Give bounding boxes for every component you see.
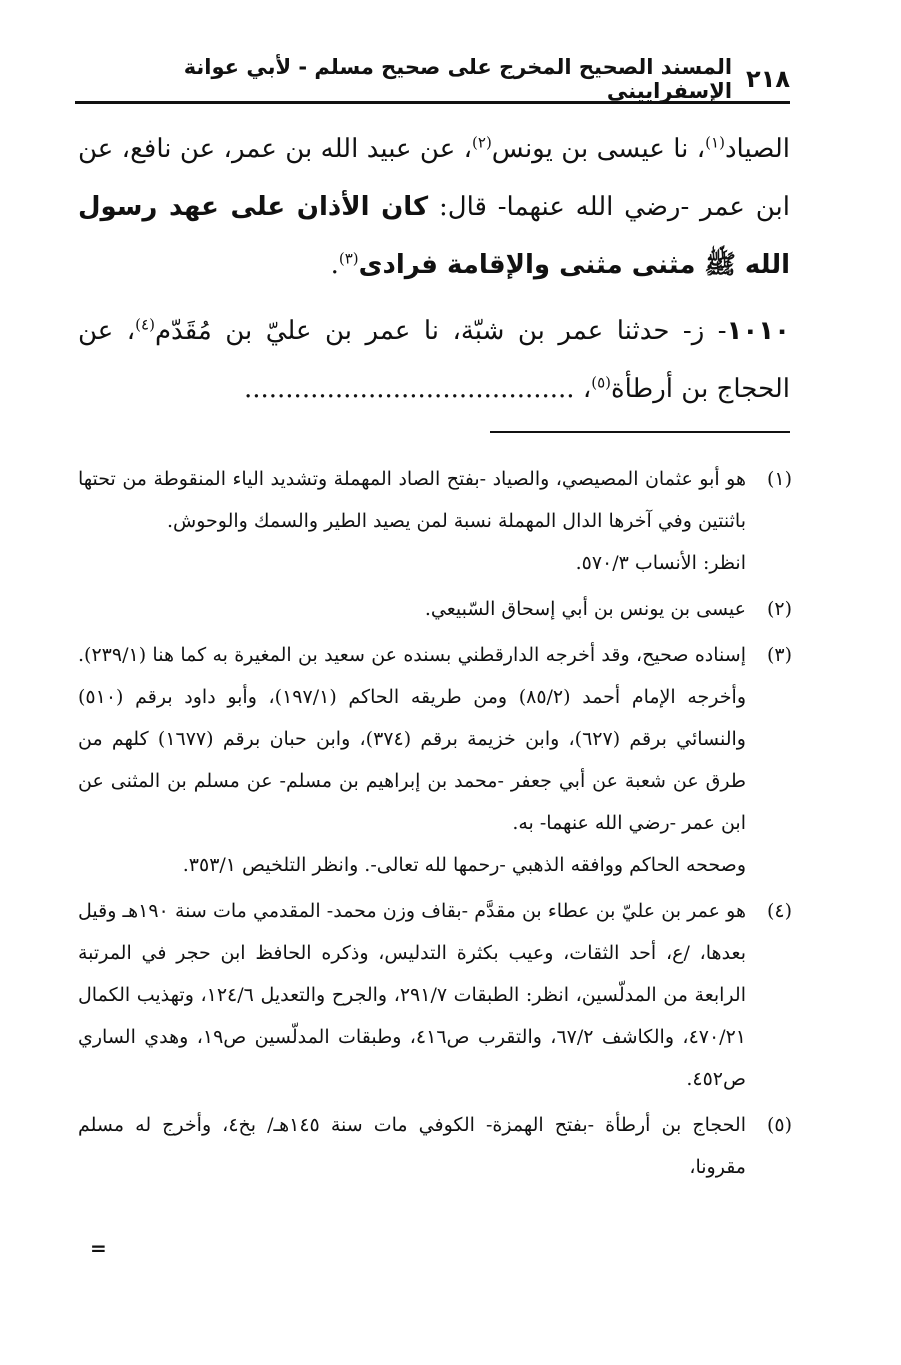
footnote-5 (78, 1104, 792, 1188)
footnote-text: عيسى بن يونس بن أبي إسحاق السّبيعي. (424, 598, 746, 620)
footnote-number: (٢) (766, 598, 792, 620)
footnotes (78, 458, 792, 1192)
text-segment: . (330, 250, 339, 280)
text-segment: الصياد (724, 134, 790, 164)
footnote-number: (٣) (766, 644, 792, 666)
footnote-text: انظر: الأنساب ٥٧٠/٣. (575, 552, 746, 574)
continuation-dots: ........................................ (243, 374, 575, 404)
page-header (75, 55, 790, 103)
hadith-number: ١٠١٠ (726, 316, 790, 346)
text-segment: ، عن الحجاج بن أرطأة (78, 316, 790, 404)
text-segment: - ز- حدثنا عمر بن شبّة، نا عمر بن عليّ بن مُقَدّم (154, 316, 727, 346)
footnote-4 (78, 890, 792, 1100)
footnote-text: الحجاج بن أرطأة -بفتح الهمزة- الكوفي مات سنة ١٤٥هـ/ بخ٤، وأخرج له مسلم مقرونا، (78, 1114, 746, 1178)
footnote-ref-5: (٥) (591, 373, 611, 392)
text-segment: ، عن عبيد الله بن عمر، عن نافع، عن ابن عمر -رضي الله عنهما- قال: (78, 134, 790, 222)
footnote-ref-3: (٣) (338, 249, 359, 268)
text-segment: ، (574, 374, 592, 404)
footnote-text: هو عمر بن عليّ بن عطاء بن مقدَّم -بقاف وزن محمد- المقدمي مات سنة ١٩٠هـ وقيل بعدها، /ع، أحد الثقات، وعيب بكثرة التدليس، وذكره الحافظ ابن حجر في المرتبة الرابعة من المدلّسين، انظر: الطبقات ٢٩١/٧، والجرح والتعديل ١٢٤/٦، وتهذيب الكمال ٤٧٠/٢١، والكاشف ٦٧/٢، والتقرب ص٤١٦، وطبقات المدلّسين ص١٩، وهدي الساري ص٤٥٢. (78, 900, 746, 1090)
footnote-number: (١) (766, 468, 792, 490)
footnote-2 (78, 588, 792, 630)
footnote-number: (٤) (766, 900, 792, 922)
text-segment: ، نا عيسى بن يونس (491, 134, 706, 164)
running-title: المسند الصحيح المخرج على صحيح مسلم - لأبي عوانة الإسفراييني (183, 55, 733, 103)
footnote-ref-1: (١) (705, 133, 725, 152)
footnote-number: (٥) (766, 1114, 792, 1136)
page-number: ٢١٨ (746, 65, 790, 93)
footnote-1 (78, 458, 792, 584)
hadith-text: كان الأذان على عهد رسول الله ﷺ مثنى مثنى والإقامة فرادى (78, 192, 790, 280)
footnote-text: إسناده صحيح، وقد أخرجه الدارقطني بسنده عن سعيد بن المغيرة به كما هنا (٢٣٩/١). وأخرجه الإمام أحمد (٨٥/٢) ومن طريقه الحاكم (١٩٧/١)، وأبو داود برقم (٥١٠) والنسائي برقم (٦٢٧)، وابن خزيمة برقم (٣٧٤)، وابن حبان برقم (١٦٧٧) كلهم من طرق عن شعبة عن أبي جعفر -محمد بن إبراهيم بن مسلم- عن مسلم بن المثنى عن ابن عمر -رضي الله عنهما- به. (78, 644, 746, 834)
footnote-3 (78, 634, 792, 886)
paragraph-2 (78, 302, 790, 418)
continuation-mark: = (90, 1236, 107, 1260)
footnote-text: هو أبو عثمان المصيصي، والصياد -بفتح الصاد المهملة وتشديد الياء المنقوطة من تحتها باثنتين وفي آخرها الدال المهملة نسبة لمن يصيد الطير والسمك والوحوش. (78, 468, 746, 532)
footnote-text: وصححه الحاكم ووافقه الذهبي -رحمها لله تعالى-. وانظر التلخيص ٣٥٣/١. (182, 854, 746, 876)
main-text (78, 120, 790, 418)
footnote-separator (490, 431, 790, 433)
paragraph-1 (78, 120, 790, 294)
footnote-ref-4: (٤) (135, 315, 155, 334)
footnote-ref-2: (٢) (472, 133, 492, 152)
header-rule (75, 101, 790, 104)
